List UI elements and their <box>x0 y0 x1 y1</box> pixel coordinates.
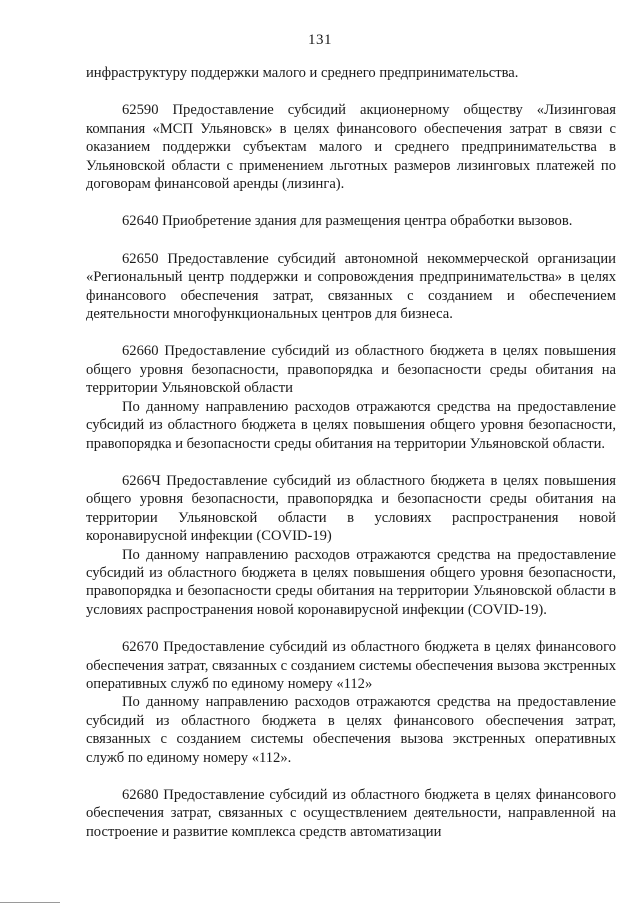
spacer <box>86 323 616 342</box>
spacer <box>86 193 616 212</box>
scan-edge-mark <box>0 902 60 903</box>
paragraph-62660-details: По данному направлению расходов отражаются средства на предоставление субсидий из областного бюджета в целях повышения общего уровня безопасности, правопорядка и безопасности среды обитания на территории Ульяновской области. <box>86 398 616 452</box>
paragraph-0: инфраструктуру поддержки малого и среднего предпринимательства. <box>86 65 519 81</box>
document-body <box>86 64 616 841</box>
paragraph-6266ch-details: По данному направлению расходов отражаются средства на предоставление субсидий из областного бюджета в целях повышения общего уровня безопасности, правопорядка и безопасности среды обитания на территории Ульяновской области в условиях распространения новой коронавирусной инфекции (COVID-19). <box>86 546 616 618</box>
spacer <box>86 82 616 101</box>
paragraph-62670: 62670 Предоставление субсидий из областного бюджета в целях финансового обеспечения затрат, связанных с созданием системы обеспечения вызова экстренных оперативных служб по единому номеру «112» <box>86 639 616 692</box>
paragraph-62670-details: По данному направлению расходов отражаются средства на предоставление субсидий из областного бюджета в целях финансового обеспечения затрат, связанных с созданием системы обеспечения вызова экстренных оперативных служб по единому номеру «112». <box>86 694 616 766</box>
paragraph-62640: 62640 Приобретение здания для размещения центра обработки вызовов. <box>122 213 573 230</box>
paragraph-6266ch: 6266Ч Предоставление субсидий из областного бюджета в целях повышения общего уровня безопасности, правопорядка и безопасности среды обитания на территории Ульяновской области в условиях распространения новой коронавирусной инфекции (COVID-19) <box>86 472 616 545</box>
paragraph-62590: 62590 Предоставление субсидий акционерному обществу «Лизинговая компания «МСП Ульяновск» в целях финансового обеспечения затрат в связи с оказанием поддержки субъектам малого и среднего предпринимательства в Ульяновской области с применением льготных размеров лизинговых платежей по договорам финансовой аренды (лизинга). <box>86 102 616 193</box>
spacer <box>86 767 616 786</box>
paragraph-62650: 62650 Предоставление субсидий автономной некоммерческой организации «Региональный центр поддержки и сопровождения предпринимательства» в целях финансового обеспечения затрат, связанных с созданием и обеспечением деятельности многофункциональных центров для бизнеса. <box>86 250 616 323</box>
spacer <box>86 231 616 250</box>
paragraph-62660: 62660 Предоставление субсидий из областного бюджета в целях повышения общего уровня безопасности, правопорядка и безопасности среды обитания на территории Ульяновской области <box>86 343 616 397</box>
spacer <box>86 619 616 638</box>
spacer <box>86 453 616 472</box>
paragraph-62680: 62680 Предоставление субсидий из областного бюджета в целях финансового обеспечения затрат, связанных с осуществлением деятельности, направленной на построение и развитие комплекса средств автоматизации <box>86 787 616 840</box>
page-number: 131 <box>308 32 332 48</box>
